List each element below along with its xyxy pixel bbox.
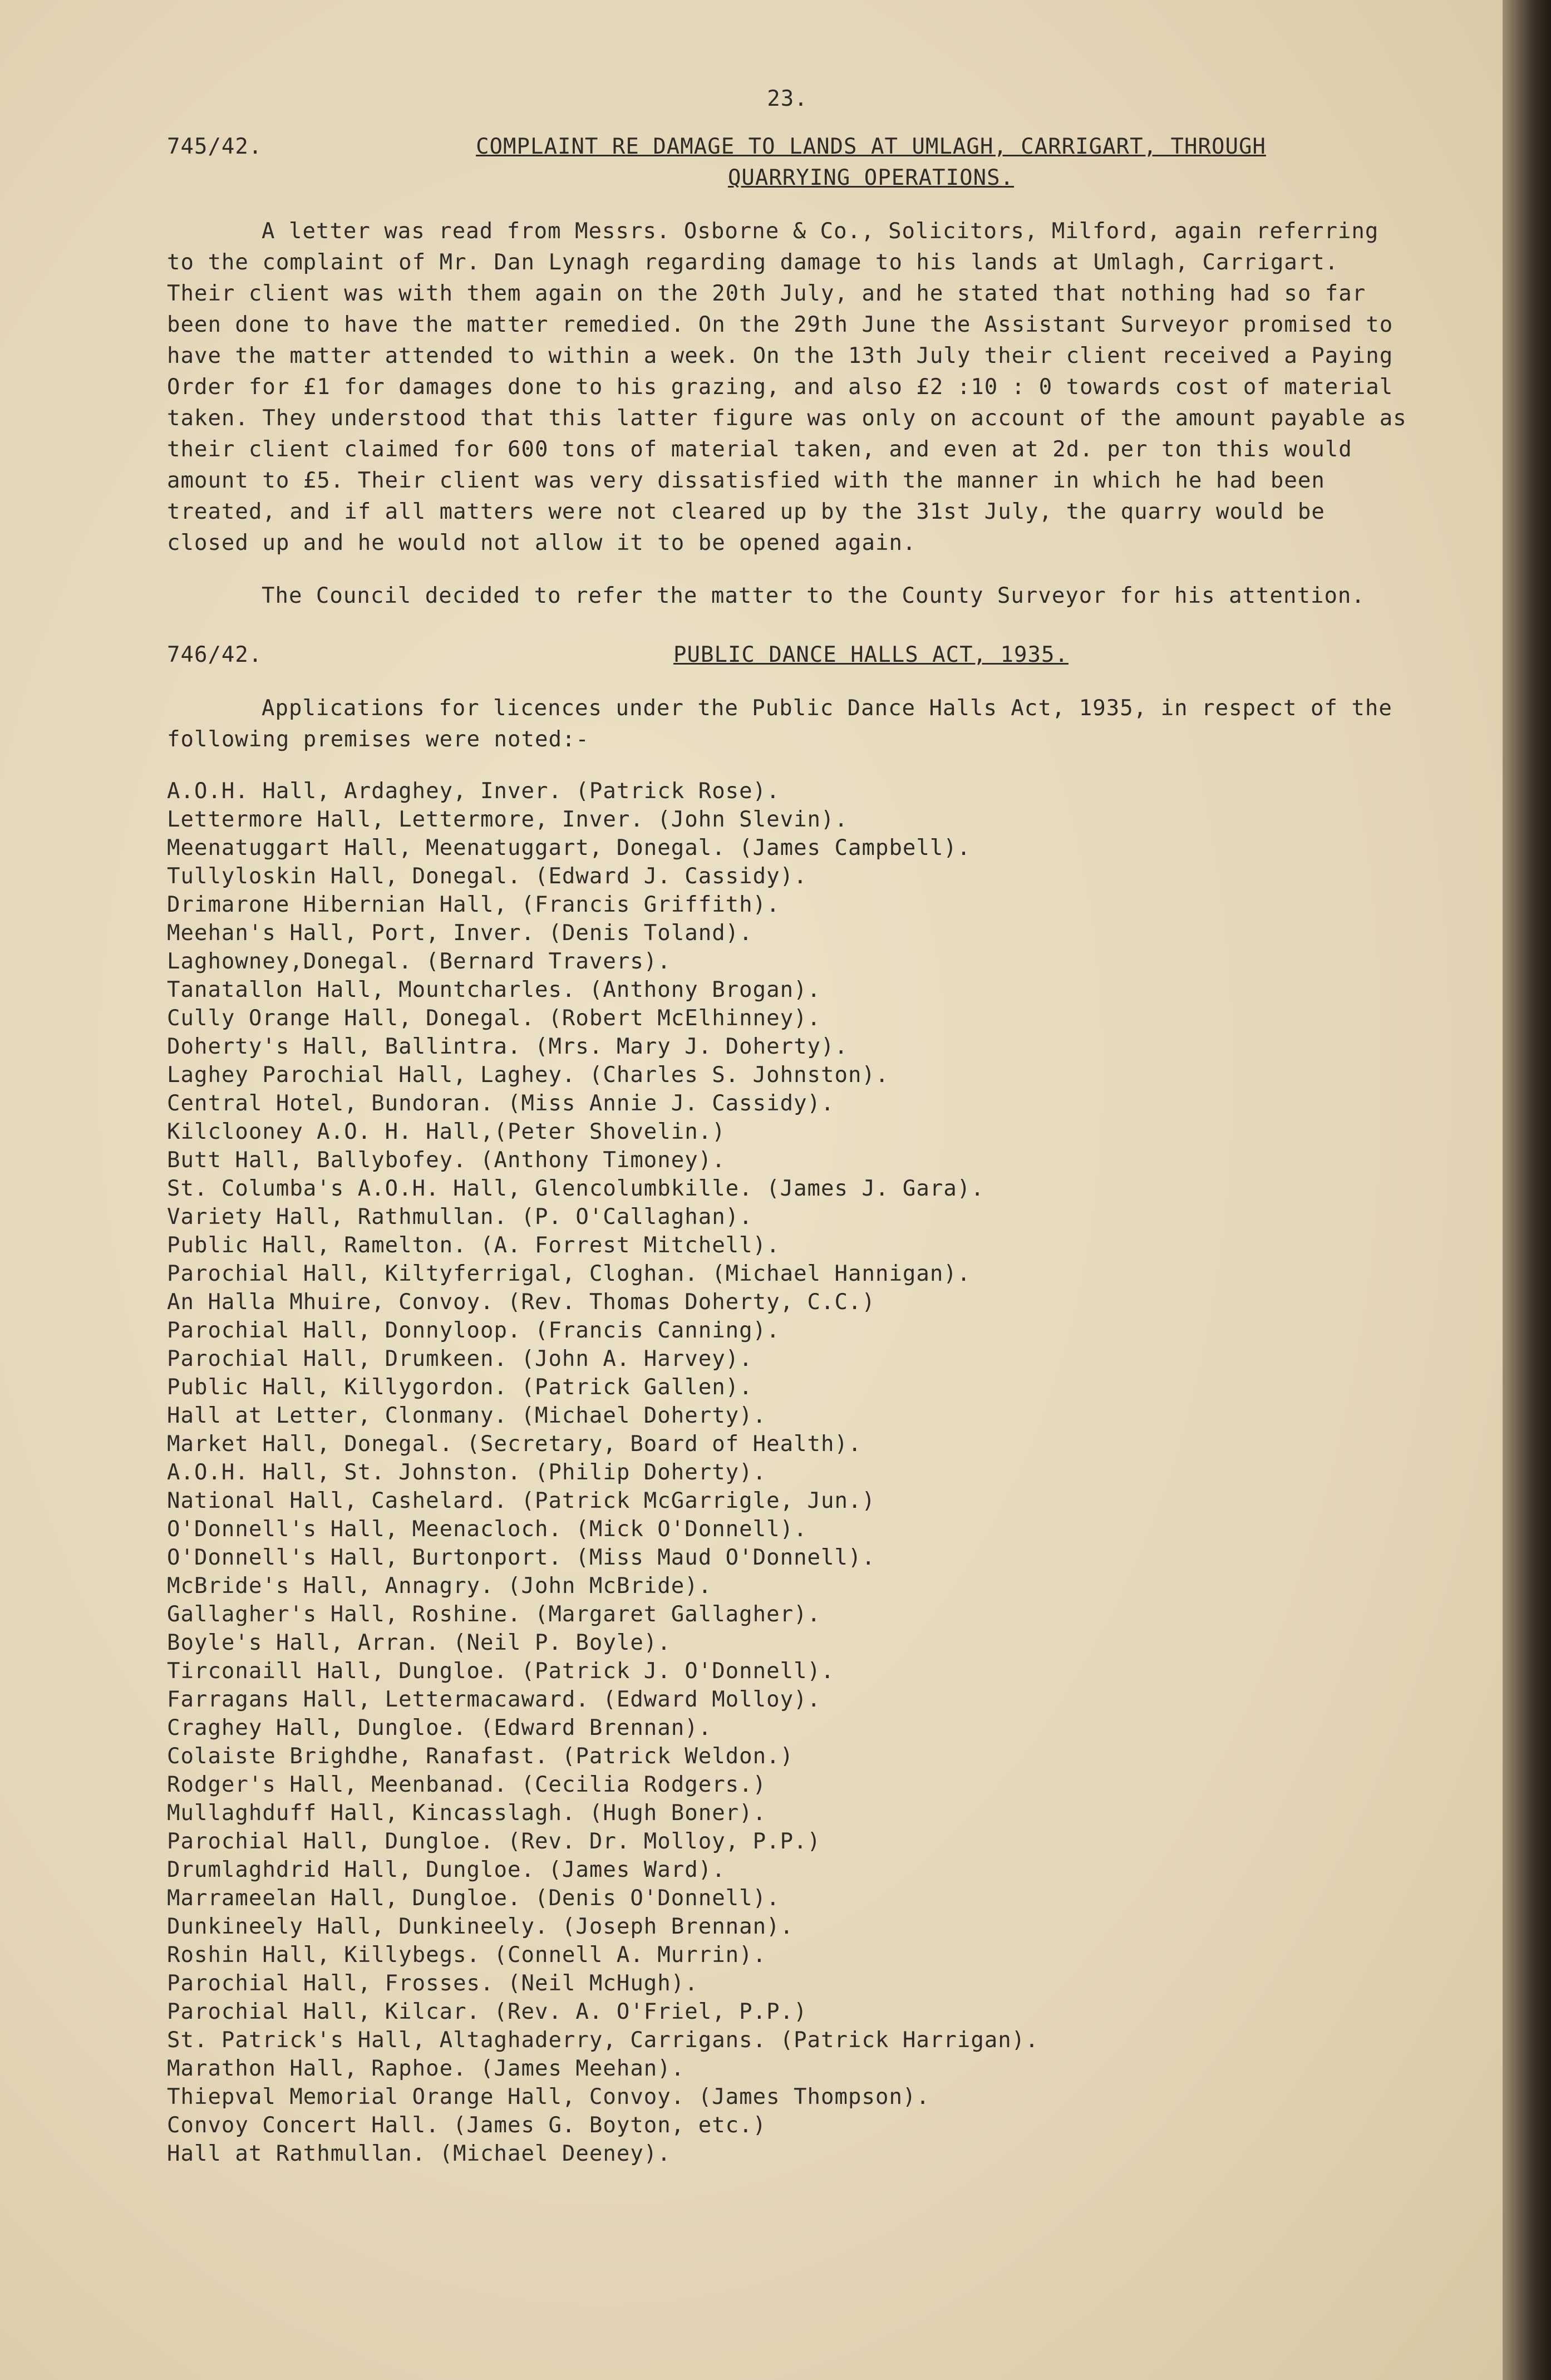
premises-item: Parochial Hall, Drumkeen. (John A. Harvey).: [167, 1346, 753, 1371]
premises-item: Convoy Concert Hall. (James G. Boyton, etc.): [167, 2113, 767, 2138]
premises-item: Parochial Hall, Kiltyferrigal, Cloghan. (Michael Hannigan).: [167, 1261, 971, 1286]
premises-item: A.O.H. Hall, Ardaghey, Inver. (Patrick Rose).: [167, 779, 780, 804]
premises-item: Drimarone Hibernian Hall, (Francis Griffith).: [167, 892, 780, 917]
premises-item: Mullaghduff Hall, Kincasslagh. (Hugh Boner).: [167, 1801, 767, 1826]
premises-item: An Halla Mhuire, Convoy. (Rev. Thomas Doherty, C.C.): [167, 1290, 875, 1315]
premises-item: Roshin Hall, Killybegs. (Connell A. Murrin).: [167, 1943, 767, 1968]
premises-item: O'Donnell's Hall, Meenacloch. (Mick O'Donnell).: [167, 1517, 807, 1542]
premises-item: Rodger's Hall, Meenbanad. (Cecilia Rodgers.): [167, 1772, 767, 1797]
section-745-title: [334, 131, 1408, 194]
page-text: [167, 83, 1408, 2168]
section-745-title-line1: COMPLAINT RE DAMAGE TO LANDS AT UMLAGH, CARRIGART, THROUGH: [476, 134, 1266, 159]
premises-item: Meehan's Hall, Port, Inver. (Denis Toland).: [167, 921, 753, 946]
premises-item: Market Hall, Donegal. (Secretary, Board of Health).: [167, 1432, 862, 1457]
premises-item: Boyle's Hall, Arran. (Neil P. Boyle).: [167, 1630, 671, 1655]
premises-item: Cully Orange Hall, Donegal. (Robert McElhinney).: [167, 1006, 821, 1031]
premises-item: Parochial Hall, Donnyloop. (Francis Canning).: [167, 1318, 780, 1343]
premises-item: Farragans Hall, Lettermacaward. (Edward Molloy).: [167, 1687, 821, 1712]
premises-item: Tullyloskin Hall, Donegal. (Edward J. Cassidy).: [167, 864, 807, 889]
section-746-title: [334, 640, 1408, 671]
premises-item: Colaiste Brighdhe, Ranafast. (Patrick Weldon.): [167, 1744, 794, 1769]
minute-number-745: 745/42.: [167, 134, 263, 159]
premises-item: Marrameelan Hall, Dungloe. (Denis O'Donnell).: [167, 1886, 780, 1911]
minute-number-746: 746/42.: [167, 642, 263, 667]
premises-item: Laghowney,Donegal. (Bernard Travers).: [167, 949, 671, 974]
book-binding: [1503, 0, 1551, 2380]
premises-item: Kilclooney A.O. H. Hall,(Peter Shovelin.): [167, 1119, 726, 1144]
premises-item: Hall at Rathmullan. (Michael Deeney).: [167, 2141, 671, 2166]
premises-list: [167, 777, 1408, 2168]
premises-item: Lettermore Hall, Lettermore, Inver. (John Slevin).: [167, 807, 848, 832]
premises-item: Thiepval Memorial Orange Hall, Convoy. (James Thompson).: [167, 2084, 930, 2109]
premises-item: Meenatuggart Hall, Meenatuggart, Donegal. (James Campbell).: [167, 835, 971, 860]
premises-item: Marathon Hall, Raphoe. (James Meehan).: [167, 2056, 685, 2081]
premises-item: Dunkineely Hall, Dunkineely. (Joseph Brennan).: [167, 1914, 794, 1939]
premises-item: Variety Hall, Rathmullan. (P. O'Callaghan).: [167, 1204, 753, 1230]
premises-item: St. Patrick's Hall, Altaghaderry, Carrigans. (Patrick Harrigan).: [167, 2028, 1039, 2053]
premises-item: Public Hall, Ramelton. (A. Forrest Mitchell).: [167, 1233, 780, 1258]
section-745-title-line2: QUARRYING OPERATIONS.: [727, 165, 1015, 190]
premises-item: Gallagher's Hall, Roshine. (Margaret Gallagher).: [167, 1602, 821, 1627]
section-745-heading: [167, 131, 1408, 194]
premises-item: Tanatallon Hall, Mountcharles. (Anthony Brogan).: [167, 977, 821, 1002]
premises-item: Craghey Hall, Dungloe. (Edward Brennan).: [167, 1715, 712, 1740]
premises-item: Central Hotel, Bundoran. (Miss Annie J. Cassidy).: [167, 1091, 835, 1116]
premises-item: Drumlaghdrid Hall, Dungloe. (James Ward).: [167, 1857, 726, 1882]
premises-item: Doherty's Hall, Ballintra. (Mrs. Mary J. Doherty).: [167, 1034, 848, 1059]
premises-item: Hall at Letter, Clonmany. (Michael Doherty).: [167, 1403, 767, 1428]
premises-item: Parochial Hall, Frosses. (Neil McHugh).: [167, 1971, 698, 1996]
premises-item: Public Hall, Killygordon. (Patrick Gallen).: [167, 1375, 753, 1400]
premises-item: Parochial Hall, Dungloe. (Rev. Dr. Molloy, P.P.): [167, 1829, 821, 1854]
premises-item: Laghey Parochial Hall, Laghey. (Charles S. Johnston).: [167, 1063, 889, 1088]
premises-item: O'Donnell's Hall, Burtonport. (Miss Maud O'Donnell).: [167, 1545, 875, 1570]
dance-halls-intro: Applications for licences under the Public Dance Halls Act, 1935, in respect of the following premises were noted:-: [167, 696, 1392, 752]
section-746-title-text: PUBLIC DANCE HALLS ACT, 1935.: [673, 642, 1069, 667]
complaint-paragraph: A letter was read from Messrs. Osborne & Co., Solicitors, Milford, again referring to the complaint of Mr. Dan Lynagh regarding damage to his lands at Umlagh, Carrigart. Their client was with them again on the 20th July, and he stated that nothing had so far been done to have the matter remedied. On the 29th June the Assistant Surveyor promised to have the matter attended to within a week. On the 13th July their client received a Paying Order for £1 for damages done to his grazing, and also £2 :10 : 0 towards cost of material taken. They understood that this latter figure was only on account of the amount payable as their client claimed for 600 tons of material taken, and even at 2d. per ton this would amount to £5. Their client was very dissatisfied with the manner in which he had been treated, and if all matters were not cleared up by the 31st July, the quarry would be closed up and he would not allow it to be opened again.: [167, 219, 1407, 555]
page-number: 23.: [767, 86, 808, 111]
premises-item: McBride's Hall, Annagry. (John McBride).: [167, 1573, 712, 1599]
premises-item: A.O.H. Hall, St. Johnston. (Philip Doherty).: [167, 1460, 767, 1485]
section-746-heading: [167, 640, 1408, 671]
premises-item: National Hall, Cashelard. (Patrick McGarrigle, Jun.): [167, 1488, 875, 1513]
premises-item: Parochial Hall, Kilcar. (Rev. A. O'Friel, P.P.): [167, 1999, 807, 2024]
premises-item: Butt Hall, Ballybofey. (Anthony Timoney).: [167, 1148, 726, 1173]
premises-item: Tirconaill Hall, Dungloe. (Patrick J. O'Donnell).: [167, 1659, 835, 1684]
premises-item: St. Columba's A.O.H. Hall, Glencolumbkille. (James J. Gara).: [167, 1176, 984, 1201]
council-decision: The Council decided to refer the matter to the County Surveyor for his attention.: [262, 583, 1365, 608]
